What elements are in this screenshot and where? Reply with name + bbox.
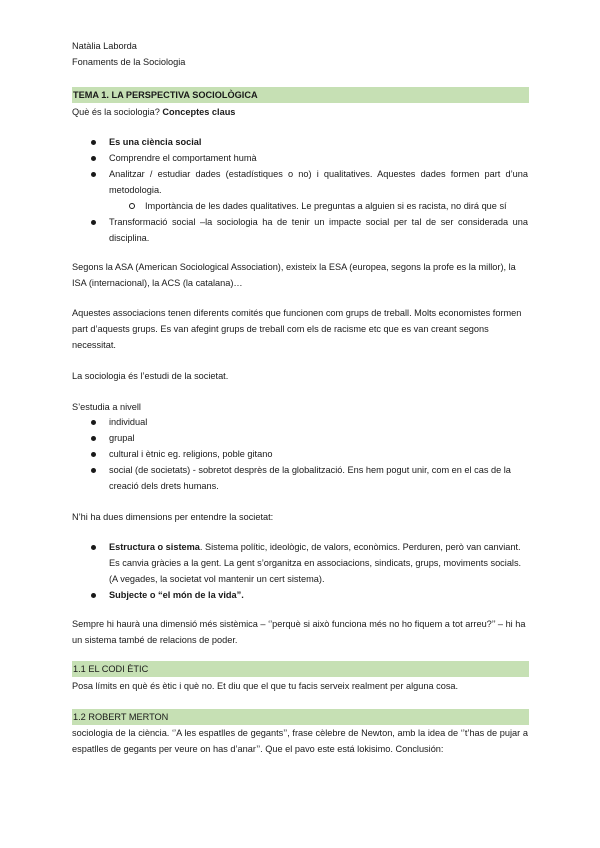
list-item: social (de societats) - sobretot desprès de la globalització. Ens hem pogut unir, com en el cas de la creació dels drets humans. <box>72 462 528 494</box>
paragraph-dimensions: N’hi ha dues dimensions per entendre la societat: <box>72 512 274 522</box>
paragraph-codi-etic: Posa límits en què és ètic i què no. Et diu que el que tu facis serveix realment per alguna cosa. <box>72 681 459 691</box>
list-item: grupal <box>72 430 528 446</box>
sub-list-item: Importància de les dades qualitatives. Le preguntas a alguien si es racista, no dirá que sí <box>72 198 528 214</box>
list-item <box>72 539 528 587</box>
dimensions-list-block <box>72 539 528 603</box>
question-text: Què és la sociologia? <box>72 107 163 117</box>
concepts-list <box>72 134 528 198</box>
paragraph-asa: Segons la ASA (American Sociological Association), existeix la ESA (europea, segons la profe es la millor), la ISA (internacional), la ACS (la catalana)… <box>72 262 516 288</box>
concepts-sublist <box>72 198 528 214</box>
list-item: Transformació social –la sociologia ha de tenir un impacte social per tal de ser considerada una disciplina. <box>72 214 528 246</box>
concepts-list-cont <box>72 214 528 246</box>
paragraph-nivell: S’estudia a nivell <box>72 402 141 412</box>
list-item: Comprendre el comportament humà <box>72 150 528 166</box>
levels-list <box>72 414 528 494</box>
question-bold: Conceptes claus <box>162 107 236 117</box>
list-item: Subjecte o “el món de la vida”. <box>72 587 528 603</box>
dimension-title: Estructura o sistema <box>109 542 200 552</box>
list-item: Analitzar / estudiar dades (estadístiques o no) i qualitatives. Aquestes dades formen part d’una metodologia. <box>72 166 528 198</box>
list-item: Es una ciència social <box>72 134 528 150</box>
dimensions-list <box>72 539 528 603</box>
list-item: cultural i ètnic eg. religions, poble gitano <box>72 446 528 462</box>
paragraph-merton: sociologia de la ciència. ‘’A les espatlles de gegants’’, frase cèlebre de Newton, amb la idea de ‘’t’has de pujar a espatlles de gegants per veure on has d’anar’’. Que el pavo este está lokisimo. Conclusión: <box>72 728 528 754</box>
author-name: Natàlia Laborda <box>72 41 137 51</box>
list-item: individual <box>72 414 528 430</box>
document-header <box>72 38 528 70</box>
paragraph-estudi: La sociologia és l’estudi de la societat. <box>72 371 229 381</box>
course-name: Fonaments de la Sociologia <box>72 57 186 67</box>
dimension-text: . Sistema polític, ideològic, de valors, econòmics. Perduren, però van canviant. Es canvia gràcies a la gent. La gent s’organitza en associacions, sindicats, grups, moviments socials. (A vegades, la societat vol mantenir un cert sistema). <box>109 542 522 584</box>
section-heading-codi-etic: 1.1 EL CODI ÈTIC <box>72 661 529 677</box>
levels-list-block <box>72 414 528 494</box>
paragraph-associacions: Aquestes associacions tenen diferents comités que funcionen com grups de treball. Molts economistes formen part d’aquests grups. Es van afegint grups de treball com els de racisme etc que es van creant segons necessitat. <box>72 308 522 350</box>
section-heading-tema1: TEMA 1. LA PERSPECTIVA SOCIOLÒGICA <box>72 87 529 103</box>
intro-question <box>72 104 528 120</box>
paragraph-sempre: Sempre hi haurà una dimensió més sistèmica – ‘’perquè si això funciona més no ho fiquem a tot arreu?’’ – hi ha un sistema també de relacions de poder. <box>72 619 526 645</box>
concepts-list-block <box>72 134 528 246</box>
section-heading-merton: 1.2 ROBERT MERTON <box>72 709 529 725</box>
